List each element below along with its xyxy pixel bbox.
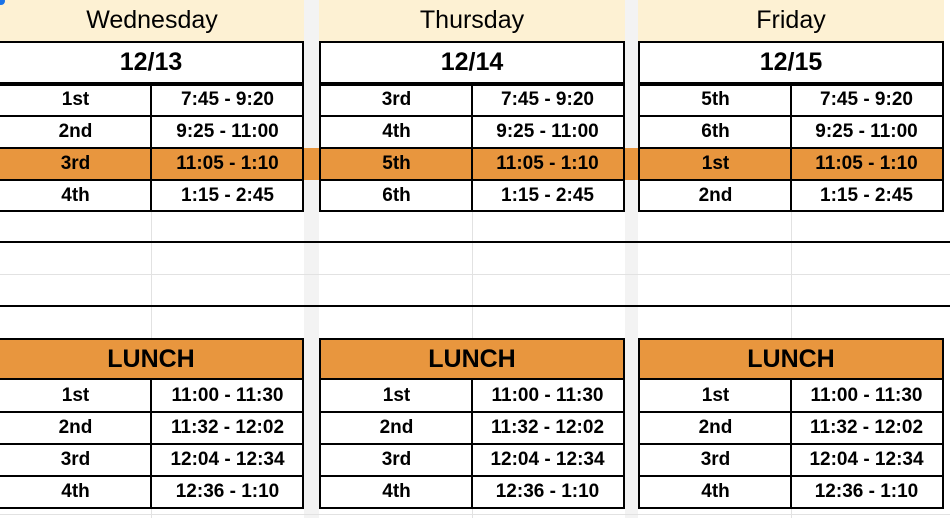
period-cell[interactable]: 2nd <box>0 116 151 148</box>
period-cell[interactable]: 4th <box>321 116 472 148</box>
time-cell[interactable]: 1:15 - 2:45 <box>151 180 304 212</box>
time-cell[interactable]: 7:45 - 9:20 <box>791 84 942 116</box>
period-cell[interactable]: 2nd <box>640 180 791 212</box>
lunch-time-cell[interactable]: 11:32 - 12:02 <box>791 412 942 444</box>
row-divider <box>638 147 944 149</box>
period-cell-highlighted[interactable]: 3rd <box>0 148 151 180</box>
row-divider <box>638 443 944 445</box>
time-cell[interactable]: 9:25 - 11:00 <box>791 116 942 148</box>
lunch-period-cell[interactable]: 3rd <box>640 444 791 476</box>
lunch-header-wednesday[interactable]: LUNCH <box>0 338 304 380</box>
lunch-period-cell[interactable]: 4th <box>0 476 151 508</box>
period-cell[interactable]: 4th <box>0 180 151 212</box>
date-cell-friday[interactable]: 12/15 <box>638 41 944 84</box>
time-cell[interactable]: 9:25 - 11:00 <box>151 116 304 148</box>
date-cell-wednesday[interactable]: 12/13 <box>0 41 304 84</box>
time-cell[interactable]: 7:45 - 9:20 <box>472 84 623 116</box>
lunch-time-cell[interactable]: 12:04 - 12:34 <box>472 444 623 476</box>
time-cell[interactable]: 9:25 - 11:00 <box>472 116 623 148</box>
row-divider <box>319 443 625 445</box>
row-divider <box>0 475 304 477</box>
lunch-header-thursday[interactable]: LUNCH <box>319 338 625 380</box>
row-divider <box>0 115 304 117</box>
day-header-friday[interactable]: Friday <box>638 0 944 41</box>
period-cell[interactable]: 3rd <box>321 84 472 116</box>
lunch-period-cell[interactable]: 3rd <box>321 444 472 476</box>
row-divider <box>0 179 304 181</box>
lunch-period-cell[interactable]: 2nd <box>640 412 791 444</box>
lunch-time-cell[interactable]: 11:00 - 11:30 <box>151 380 304 412</box>
gridline <box>0 514 950 515</box>
row-divider <box>0 305 950 307</box>
row-divider <box>319 411 625 413</box>
row-divider <box>319 115 625 117</box>
lunch-header-friday[interactable]: LUNCH <box>638 338 944 380</box>
row-divider <box>0 147 304 149</box>
lunch-period-cell[interactable]: 1st <box>0 380 151 412</box>
row-divider <box>638 179 944 181</box>
time-cell[interactable]: 1:15 - 2:45 <box>791 180 942 212</box>
row-divider <box>638 411 944 413</box>
row-divider <box>0 241 950 243</box>
row-divider <box>319 475 625 477</box>
period-cell-highlighted[interactable]: 5th <box>321 148 472 180</box>
row-divider <box>0 411 304 413</box>
lunch-period-cell[interactable]: 1st <box>640 380 791 412</box>
lunch-period-cell[interactable]: 4th <box>321 476 472 508</box>
row-divider <box>0 443 304 445</box>
lunch-time-cell[interactable]: 12:04 - 12:34 <box>151 444 304 476</box>
spacer-column <box>625 0 638 518</box>
row-divider <box>638 115 944 117</box>
lunch-time-cell[interactable]: 12:36 - 1:10 <box>472 476 623 508</box>
row-divider <box>319 179 625 181</box>
period-cell-highlighted[interactable]: 1st <box>640 148 791 180</box>
lunch-period-cell[interactable]: 2nd <box>321 412 472 444</box>
lunch-period-cell[interactable]: 4th <box>640 476 791 508</box>
lunch-time-cell[interactable]: 11:00 - 11:30 <box>791 380 942 412</box>
gridline <box>0 274 950 275</box>
time-cell[interactable]: 1:15 - 2:45 <box>472 180 623 212</box>
lunch-time-cell[interactable]: 12:04 - 12:34 <box>791 444 942 476</box>
period-cell[interactable]: 1st <box>0 84 151 116</box>
day-header-thursday[interactable]: Thursday <box>319 0 625 41</box>
lunch-period-cell[interactable]: 1st <box>321 380 472 412</box>
lunch-time-cell[interactable]: 12:36 - 1:10 <box>791 476 942 508</box>
day-header-wednesday[interactable]: Wednesday <box>0 0 304 41</box>
lunch-time-cell[interactable]: 11:00 - 11:30 <box>472 380 623 412</box>
lunch-period-cell[interactable]: 2nd <box>0 412 151 444</box>
highlight-band <box>625 148 640 180</box>
time-cell[interactable]: 7:45 - 9:20 <box>151 84 304 116</box>
row-divider <box>638 475 944 477</box>
date-cell-thursday[interactable]: 12/14 <box>319 41 625 84</box>
time-cell-highlighted[interactable]: 11:05 - 1:10 <box>472 148 623 180</box>
row-divider <box>319 147 625 149</box>
lunch-time-cell[interactable]: 11:32 - 12:02 <box>151 412 304 444</box>
period-cell[interactable]: 6th <box>640 116 791 148</box>
time-cell-highlighted[interactable]: 11:05 - 1:10 <box>151 148 304 180</box>
lunch-time-cell[interactable]: 12:36 - 1:10 <box>151 476 304 508</box>
time-cell-highlighted[interactable]: 11:05 - 1:10 <box>791 148 942 180</box>
spacer-column <box>304 0 319 518</box>
lunch-time-cell[interactable]: 11:32 - 12:02 <box>472 412 623 444</box>
period-cell[interactable]: 6th <box>321 180 472 212</box>
lunch-period-cell[interactable]: 3rd <box>0 444 151 476</box>
period-cell[interactable]: 5th <box>640 84 791 116</box>
